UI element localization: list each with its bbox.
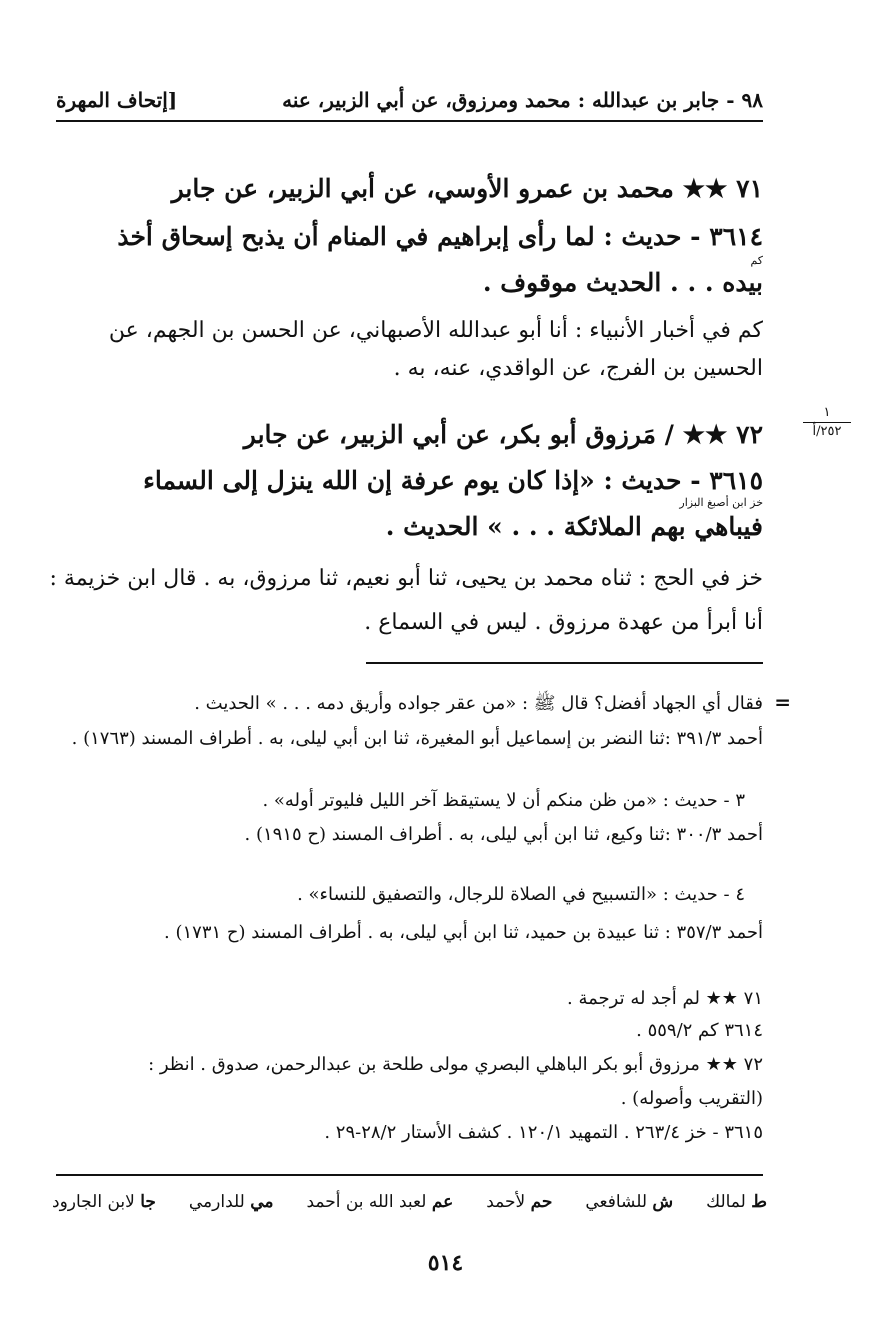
hadith-siglum: كم [750, 254, 763, 267]
abbreviation-item: عم لعبد الله بن أحمد [306, 1192, 454, 1212]
hadith-text: ٣٦١٤ - حديث : لما رأى إبراهيم في المنام أن يذبح إسحاق أخذ [117, 222, 763, 251]
footnote-line: ٧٢ ★★ مرزوق أبو بكر الباهلي البصري مولى طلحة بن عبدالرحمن، صدوق . انظر : [148, 1054, 763, 1075]
footnote-line: أحمد ٣٠٠/٣ :ثنا وكيع، ثنا ابن أبي ليلى، به . أطراف المسند (ح ١٩١٥) . [244, 824, 763, 845]
abbreviations-rule [56, 1174, 763, 1176]
hadith-text: ٣٦١٥ - حديث : «إذا كان يوم عرفة إن الله ينزل إلى السماء [143, 466, 763, 495]
hadith-siglum: خز ابن أصبغ البزار [679, 496, 763, 509]
margin-folio-top: ١ [803, 404, 851, 423]
header-rule [56, 120, 763, 122]
abbreviations-key [52, 1192, 767, 1212]
footnote-line: أحمد ٣٥٧/٣ : ثنا عبيدة بن حميد، ثنا ابن أبي ليلى، به . أطراف المسند (ح ١٧٣١) . [164, 922, 763, 943]
footnote-line: (التقريب وأصوله) . [620, 1088, 763, 1109]
abbreviation-item: مي للدارمي [188, 1192, 274, 1212]
abbreviation-item: ط لمالك [706, 1192, 767, 1212]
abbreviation-item: جا لابن الجارود [52, 1192, 156, 1212]
entry-heading: ٧١ ★★ محمد بن عمرو الأوسي، عن أبي الزبير، عن جابر [171, 174, 763, 203]
source-text: كم في أخبار الأنبياء : أنا أبو عبدالله الأصبهاني، عن الحسن بن الجهم، عن [108, 318, 763, 343]
footnote-line: ٣٦١٤ كم ٥٥٩/٢ . [636, 1020, 763, 1041]
footnote-line: أحمد ٣٩١/٣ :ثنا النضر بن إسماعيل أبو المغيرة، ثنا ابن أبي ليلى، به . أطراف المسند (١٧٦٣) . [71, 728, 763, 749]
footnote-line: فقال أي الجهاد أفضل؟ قال ﷺ : «من عقر جواده وأريق دمه . . . » الحديث . [194, 693, 763, 714]
book-title: [إتحاف المهرة [56, 88, 178, 112]
footnote-line: ٧١ ★★ لم أجد له ترجمة . [567, 988, 763, 1009]
margin-folio-ref [803, 404, 851, 441]
continuation-mark: = [774, 690, 791, 714]
page-number: ٥١٤ [427, 1250, 464, 1276]
abbreviation-item: حم لأحمد [486, 1192, 553, 1212]
footnote-line: ٣ - حديث : «من ظن منكم أن لا يستيقظ آخر الليل فليوتر أوله» . [262, 790, 745, 811]
margin-folio-bottom: ٢٥٢/أ [812, 424, 842, 439]
footnote-line: ٤ - حديث : «التسبيح في الصلاة للرجال، والتصفيق للنساء» . [297, 884, 745, 905]
footnote-rule [366, 662, 763, 664]
hadith-text: بيده . . . الحديث موقوف . [482, 268, 763, 297]
entry-heading: ٧٢ ★★ / مَرزوق أبو بكر، عن أبي الزبير، عن جابر [243, 420, 763, 449]
source-text: الحسين بن الفرج، عن الواقدي، عنه، به . [393, 356, 763, 381]
hadith-text: فيباهي بهم الملائكة . . . » الحديث . [385, 512, 763, 541]
source-text: أنا أبرأ من عهدة مرزوق . ليس في السماع . [364, 610, 763, 635]
footnote-line: ٣٦١٥ - خز ٢٦٣/٤ . التمهيد ١٢٠/١ . كشف الأستار ٢٨/٢-٢٩ . [324, 1122, 763, 1143]
source-text: خز في الحج : ثناه محمد بن يحيى، ثنا أبو نعيم، ثنا مرزوق، به . قال ابن خزيمة : [49, 566, 763, 591]
abbreviation-item: ش للشافعي [585, 1192, 674, 1212]
running-title: ٩٨ - جابر بن عبدالله : محمد ومرزوق، عن أبي الزبير، عنه [282, 88, 763, 112]
